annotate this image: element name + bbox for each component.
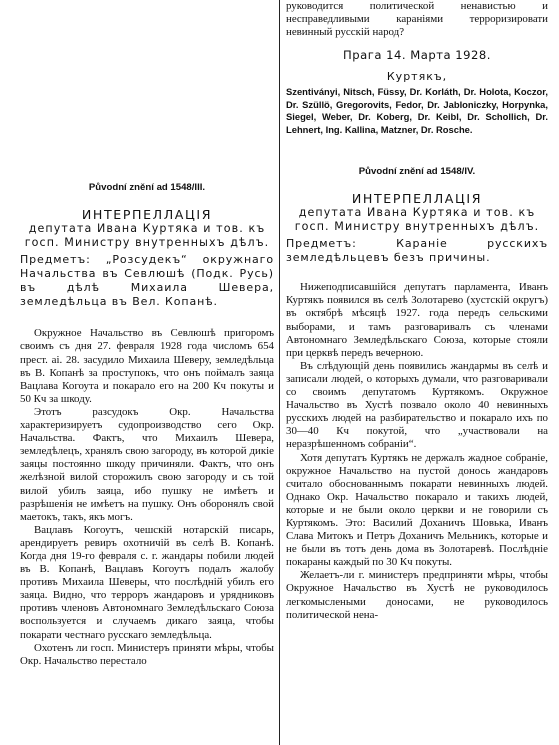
left-origin-label: Původní znění ad 1548/III.	[88, 181, 206, 193]
right-subject: Предметъ: Караніе русскихъ земледѣльцевъ безъ причины.	[286, 237, 548, 265]
left-addressee: депутата Ивана Куртяка и тов. къ госп. Министру внутренныхъ дѣлъ.	[24, 222, 270, 250]
right-paragraph: Нижеподписавшійся депутатъ парламента, Иванъ Куртякъ появился въ селѣ Золотарево (хустскій округъ) въ октябрѣ мѣсяцѣ 1927. года передъ сельскими выборами, и тамъ разговаривалъ съ членами Автономнаго Земледѣльскаго Союза, которые стояли при церквѣ передъ вечерною.	[286, 281, 548, 359]
left-paragraph: Вацлавъ Когоутъ, чешскій нотарскій писарь, арендируетъ ревиръ охотничій въ селѣ В. Копанѣ. Когда дня 19-го февраля с. г. жандары побили людей въ В. Копанѣ, Вацлавъ Когоутъ подалъ жалобу противъ Михаила Шеверы, что послѣдній убилъ его заяца. Видно, что терроръ жандаровъ и урядниковъ противъ членовъ Автономнаго Земледѣльскаго Союза воспользуется и случаемъ дикаго заяца, чтобы покарати честнаго русскаго земледѣльца.	[20, 523, 274, 641]
right-addressee: депутата Ивана Куртяка и тов. къ госп. Министру внутренныхъ дѣлъ.	[294, 206, 540, 234]
right-column	[286, 0, 548, 622]
right-paragraph: Желаетъ-ли г. министеръ предприняти мѣры, чтобы Окружное Начальство въ Хустѣ не руководилось легкомыслеными доносами, не руководилось политической нена-	[286, 569, 548, 621]
left-paragraph: Этотъ разсудокъ Окр. Начальства характеризируетъ судопроизводство сего Окр. Начальства. Фактъ, что Михаилъ Шевера, земледѣлецъ, хранялъ свою загороду, въ которой дикіе заяцы постоянно шкоду причиняли. Фактъ, что онъ желѣзной вилой сторожилъ свою загороду и съ той вилой убилъ заяца, ибо пушку не имѣетъ и разрѣшенія не имѣетъ на пушку. Онъ оборонялъ свой маетокъ, такъ, якъ могъ.	[20, 405, 274, 523]
right-paragraph: Хотя депутатъ Куртякъ не держалъ жадное собраніе, окружное Начальство на пустой донось жандаровъ считало обоснованнымъ покарати невинныхъ людей. Однако Окр. Начальство покарало и такихъ людей, которые и не были около церкви и не говорили съ Куртякомъ. Это: Василий Доханичъ Шовька, Иванъ Слава Митокъ и Петръ Доханичъ Мельникъ, которые и не были въ тотъ день дома въ Золотаревѣ. Послѣдніе покараны каждый по 30 Кч покуты.	[286, 451, 548, 569]
right-title: ИНТЕРПЕЛЛАЦІЯ	[351, 191, 483, 207]
column-divider	[279, 0, 280, 745]
left-paragraph: Охотенъ ли госп. Министеръ приняти мѣры, чтобы Окр. Начальство перестало	[20, 641, 274, 667]
signatures-heading: Куртякъ,	[386, 70, 448, 84]
left-column	[20, 0, 274, 668]
left-title: ИНТЕРПЕЛЛАЦІЯ	[81, 207, 213, 223]
left-top-blank	[20, 0, 274, 172]
left-subject: Предметъ: „Розсудекъ“ окружнаго Начальства въ Севлюшѣ (Подк. Русь) въ дѣлѣ Михаила Шевера, земледѣльца въ Вел. Копанѣ.	[20, 253, 274, 309]
right-continuation: руководится политической ненавистью и несправедливыми караніями терроризировати невинный русскій народ?	[286, 0, 548, 39]
right-origin-label: Původní znění ad 1548/IV.	[358, 165, 476, 177]
signatures-list: Szentiványi, Nitsch, Füssy, Dr. Korláth, Dr. Holota, Koczor, Dr. Szüllö, Gregorovits, Fedor, Dr. Jabloniczky, Horpynka, Siegel, Weber, Dr. Koberg, Dr. Keibl, Dr. Schollich, Dr. Lehnert, Ing. Kallina, Matzner, Dr. Rosche.	[286, 86, 548, 135]
right-paragraph: Въ слѣдующій день появились жандармы въ селѣ и записали людей, о которыхъ думали, что разговаривали со своимъ депутатомъ Куртякомъ. Окружное Начальство въ Хустѣ позвало около 40 невинныхъ русскихъ людей на разбирательство и покарало ихъ по 30—40 Кч покутой, что „участвовали на неразрѣшенномъ собраніи“.	[286, 359, 548, 451]
place-date: Прага 14. Марта 1928.	[343, 48, 491, 63]
left-paragraph: Окружное Начальство въ Севлюшѣ пригоромъ своимъ съ дня 27. февраля 1928 года числомъ 654 прест. аі. 28. засудило Михаила Шеверу, земледѣльца въ В. Копанѣ за проступокъ, что онъ поймалъ заяца Вацлава Когоута и покарало его на 200 Кч покуты и 50 Кч за шкоду.	[20, 327, 274, 405]
